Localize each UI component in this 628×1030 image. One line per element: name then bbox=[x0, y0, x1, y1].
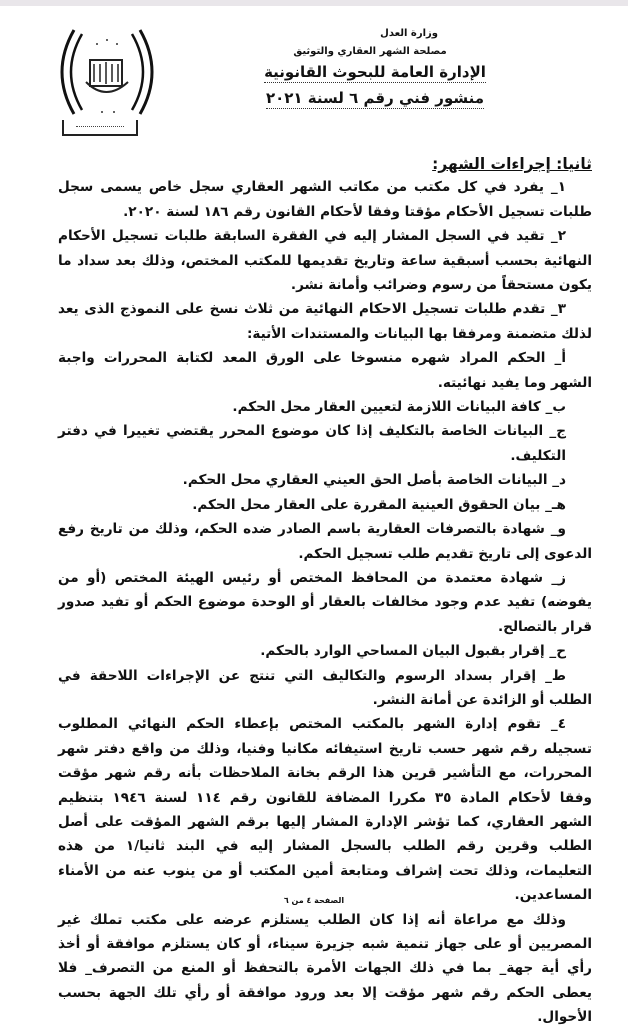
item-g: ز_ شهادة معتمدة من المحافظ المختص أو رئيس الهيئة المختص (أو من يفوضه) تفيد عدم وجود مخالفات بالعقار أو الوحدة موضوع الحكم أو تفيد صدور قرار بالتصالح. bbox=[58, 569, 592, 635]
item-c: ج_ البيانات الخاصة بالتكليف إذا كان موضوع المحرر يقتضي تغييرا في دفتر التكليف. bbox=[58, 423, 566, 464]
ministry-emblem-logo bbox=[52, 22, 162, 130]
item-i: ط_ إقرار بسداد الرسوم والتكاليف التي تنتج عن الإجراءات اللاحقة في الطلب أو الزائدة عن أمانة النشر. bbox=[58, 667, 592, 708]
authority-name: مصلحة الشهر العقاري والتوثيق bbox=[293, 46, 447, 57]
item-b: ب_ كافة البيانات اللازمة لتعيين العقار محل الحكم. bbox=[232, 399, 566, 416]
paragraph-5: وذلك مع مراعاة أنه إذا كان الطلب يستلزم عرضه على مكتب تملك غير المصريين أو على جهاز تنمية شبه جزيرة سيناء، أو كان يستلزم موافقة أو أخذ رأي أية جهة_ بما في ذلك الجهات الأمرة بالتحفظ أو المنع من التصرف_ فلا يعطى الحكم رقم شهر مؤقت إلا بعد ورود موافقة أو رأي تلك الجهة بحسب الأحوال. bbox=[58, 911, 592, 1026]
scan-edge bbox=[0, 0, 628, 6]
page-number: الصفحة ٤ من ٦ bbox=[283, 896, 345, 905]
reference-box bbox=[62, 120, 138, 136]
item-e: هـ_ بيان الحقوق العينية المقررة على العقار محل الحكم. bbox=[192, 496, 566, 513]
letterhead bbox=[250, 28, 500, 109]
circular-number: منشور فني رقم ٦ لسنة ٢٠٢١ bbox=[265, 89, 485, 107]
section-title: ثانيا: إجراءات الشهر: bbox=[432, 155, 592, 173]
paragraph-3: ٣_ تقدم طلبات تسجيل الاحكام النهائية من ثلاث نسخ على النموذج الذى يعد لذلك متضمنة ومرفقا بها البيانات والمستندات الأتية: bbox=[58, 301, 592, 342]
department-name: الإدارة العامة للبحوث القانونية bbox=[264, 63, 486, 81]
item-d: د_ البيانات الخاصة بأصل الحق العيني العقاري محل الحكم. bbox=[182, 472, 566, 489]
paragraph-1: ١_ يفرد في كل مكتب من مكاتب الشهر العقاري سجل خاص يسمى سجل طلبات تسجيل الأحكام مؤقتا وفقا لأحكام القانون رقم ١٨٦ لسنة ٢٠٢٠. bbox=[58, 179, 592, 220]
ministry-name: وزارة العدل bbox=[380, 28, 438, 39]
paragraph-2: ٢_ تقيد في السجل المشار إليه في الفقرة السابقة طلبات تسجيل الأحكام النهائية بحسب أسبقية ساعة وتاريخ تقديمها للمكتب المختص، وذلك بعد سداد ما يكون مستحقاً من رسوم وضرائب وأمانة نشر. bbox=[58, 228, 592, 294]
item-h: ح_ إقرار بقبول البيان المساحي الوارد بالحكم. bbox=[260, 643, 566, 660]
item-f: و_ شهادة بالتصرفات العقارية باسم الصادر ضده الحكم، وذلك من تاريخ رفع الدعوى إلى تاريخ تقديم طلب تسجيل الحكم. bbox=[58, 521, 592, 562]
paragraph-4: ٤_ تقوم إدارة الشهر بالمكتب المختص بإعطاء الحكم النهائي المطلوب تسجيله رقم شهر حسب تاريخ استيفائه مكانيا وفنيا، وذلك من واقع دفتر شهر المحررات، مع التأشير قرين هذا الرقم بخانة الملاحظات بأنه رقم شهر مؤقت وفقا لأحكام المادة ٣٥ مكررا المضافة للقانون رقم ١١٤ لسنة ١٩٤٦ بتنظيم الشهر العقاري، كما تؤشر الإدارة المشار إليها برقم الشهر المؤقت على أصل الطلب وقرين رقم الطلب بالسجل المشار إليه في البند ثانيا/١ من هذه التعليمات، وذلك تحت إشراف ومتابعة أمين المكتب أو من ينوب عنه من الأمناء المساعدين. bbox=[58, 716, 593, 904]
item-a: أ_ الحكم المراد شهره منسوخا على الورق المعد لكتابة المحررات واجبة الشهر وما يفيد نهائيته. bbox=[58, 350, 592, 391]
